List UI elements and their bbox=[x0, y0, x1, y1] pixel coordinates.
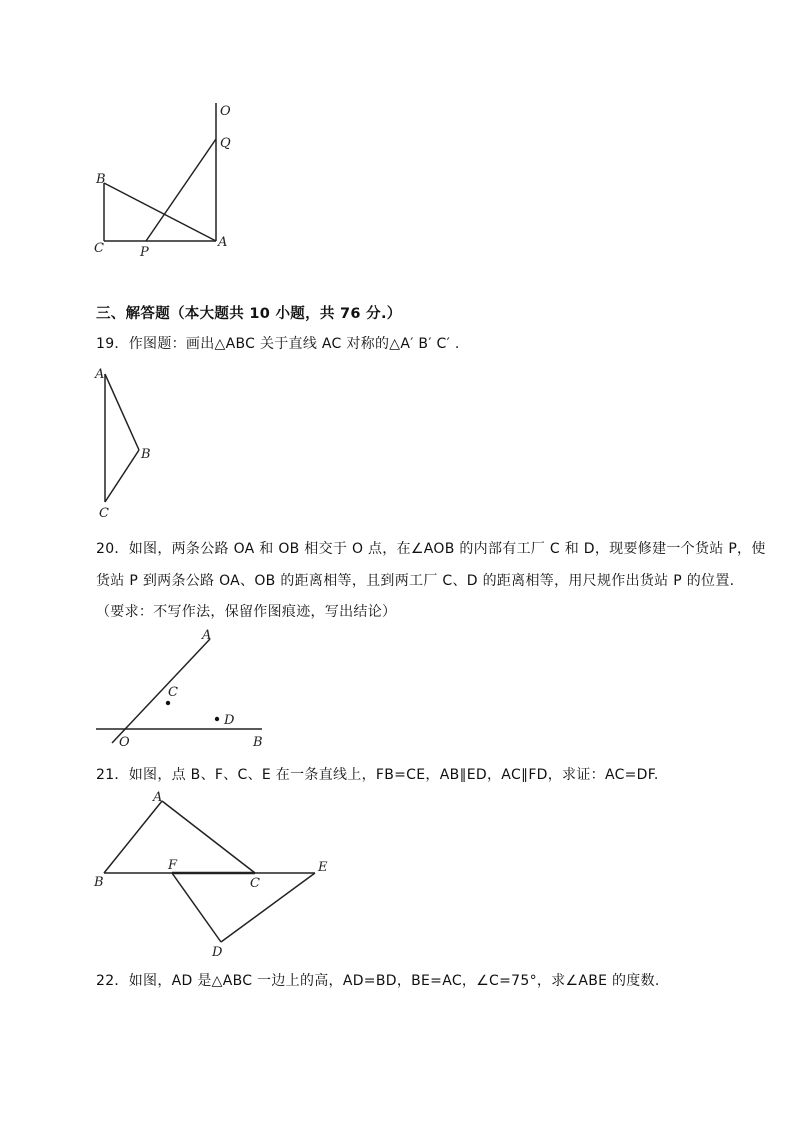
question-20-line2: 货站 P 到两条公路 OA、OB 的距离相等，且到两工厂 C、D 的距离相等，用尺规作出货站 P 的位置. bbox=[96, 573, 735, 589]
label-f: F bbox=[168, 858, 178, 873]
label-o: O bbox=[220, 104, 231, 119]
question-19-text: 19．作图题：画出△ABC 关于直线 AC 对称的△A′ B′ C′ . bbox=[96, 336, 460, 352]
point-c bbox=[166, 701, 170, 705]
label-c: C bbox=[168, 685, 178, 700]
label-p: P bbox=[140, 245, 149, 260]
segment-ba bbox=[104, 183, 216, 241]
segment-pq bbox=[146, 139, 216, 241]
point-d bbox=[215, 717, 219, 721]
figure-q18 bbox=[90, 95, 250, 265]
question-22-text: 22．如图，AD 是△ABC 一边上的高，AD=BD，BE=AC，∠C=75°，求∠ABE 的度数. bbox=[96, 973, 660, 989]
label-c: C bbox=[250, 876, 260, 891]
label-q: Q bbox=[220, 136, 231, 151]
figure-q19 bbox=[92, 362, 162, 522]
label-a: A bbox=[95, 367, 105, 382]
label-b: B bbox=[141, 447, 151, 462]
label-b: B bbox=[253, 735, 263, 750]
label-e: E bbox=[318, 860, 328, 875]
label-d: D bbox=[224, 713, 235, 728]
segment-ab bbox=[105, 374, 139, 450]
question-21-text: 21．如图，点 B、F、C、E 在一条直线上，FB=CE，AB∥ED，AC∥FD，求证：AC=DF. bbox=[96, 767, 659, 783]
question-20-line1: 20．如图，两条公路 OA 和 OB 相交于 O 点，在∠AOB 的内部有工厂 C 和 D，现要修建一个货站 P，使 bbox=[96, 541, 766, 557]
label-b: B bbox=[94, 875, 104, 890]
segment-fd bbox=[172, 873, 221, 942]
label-o: O bbox=[119, 735, 130, 750]
label-c: C bbox=[99, 506, 109, 521]
label-a: A bbox=[202, 628, 212, 643]
segment-de bbox=[221, 873, 315, 942]
ray-oa bbox=[112, 639, 210, 743]
label-b: B bbox=[96, 172, 106, 187]
label-a: A bbox=[153, 790, 163, 805]
figure-q20 bbox=[90, 625, 280, 750]
figure-q21 bbox=[90, 787, 340, 962]
label-c: C bbox=[94, 241, 104, 256]
label-d: D bbox=[212, 945, 223, 960]
section-heading: 三、解答题（本大题共 10 小题，共 76 分.） bbox=[96, 306, 402, 322]
question-20-line3: （要求：不写作法，保留作图痕迹，写出结论） bbox=[96, 604, 397, 620]
segment-ab bbox=[104, 801, 162, 873]
segment-bc bbox=[105, 450, 139, 502]
label-a: A bbox=[218, 235, 228, 250]
